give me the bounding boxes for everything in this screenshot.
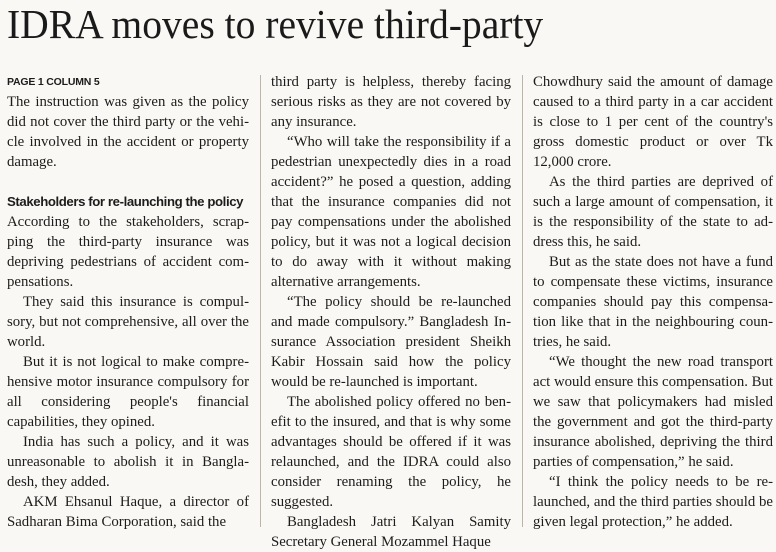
paragraph: Chowdhury said the amount of damage caused to a third party in a car accident is close to 1 per cent of the country's gross domestic product or over Tk 12,000 crore. — [533, 74, 773, 170]
jump-label: PAGE 1 COLUMN 5 — [7, 76, 100, 88]
paragraph: But it is not logical to make comprehensive motor insurance compulsory for all considering people's financial capabilities, they opined. — [7, 354, 249, 430]
paragraph: The instruction was given as the policy did not cover the third party or the vehicle involved in the accident or property damage. — [7, 94, 249, 170]
paragraph: Bangladesh Jatri Kalyan Samity Secretary General Mozammel Haque — [271, 514, 511, 550]
subheading: Stakeholders for re-launching the policy — [7, 194, 244, 209]
paragraph: The abolished policy offered no benefit to the insured, and that is why some advantages should be offered if it was relaunched, and the IDRA could also consider renaming the policy, he suggested. — [271, 394, 511, 510]
headline: IDRA moves to revive third-party — [7, 1, 544, 47]
column-rule-1 — [260, 75, 261, 527]
paragraph: AKM Ehsanul Haque, a director of Sadharan Bima Corporation, said the — [7, 494, 249, 530]
column-rule-2 — [522, 75, 523, 527]
paragraph: India has such a policy, and it was unreasonable to abolish it in Bangladesh, they added. — [7, 434, 249, 490]
column-2 — [271, 72, 511, 552]
paragraph: They said this insurance is compulsory, but not comprehensive, all over the world. — [7, 294, 249, 350]
paragraph: “I think the policy needs to be relaunched, and the third parties should be given legal protection,” he added. — [533, 474, 773, 530]
paragraph: “The policy should be re-launched and made compulsory.” Bangladesh Insurance Association president Sheikh Kabir Hossain said how the policy would be re-launched is important. — [271, 294, 511, 390]
paragraph: “We thought the new road transport act would ensure this compensation. But we saw that policymakers had misled the government and got the third-party insurance abolished, depriving the third parties of compensation,” he said. — [533, 354, 773, 470]
paragraph: “Who will take the responsibility if a pedestrian unexpectedly dies in a road accident?” he posed a question, adding that the insurance companies did not pay compensations under the abolished policy, but it was not a logical decision to do away with it without making alternative arrangements. — [271, 134, 511, 290]
paragraph: third party is helpless, thereby facing serious risks as they are not covered by any insurance. — [271, 74, 511, 130]
paragraph: As the third parties are deprived of such a large amount of compensation, it is the responsibility of the state to address this, he said. — [533, 174, 773, 250]
paragraph: According to the stakeholders, scrapping the third-party insurance was depriving pedestrians of accident compensations. — [7, 214, 249, 290]
paragraph: But as the state does not have a fund to compensate these victims, insurance companies should pay this compensation like that in the neighbouring countries, he said. — [533, 254, 773, 350]
column-1 — [7, 72, 249, 532]
column-3 — [533, 72, 773, 532]
